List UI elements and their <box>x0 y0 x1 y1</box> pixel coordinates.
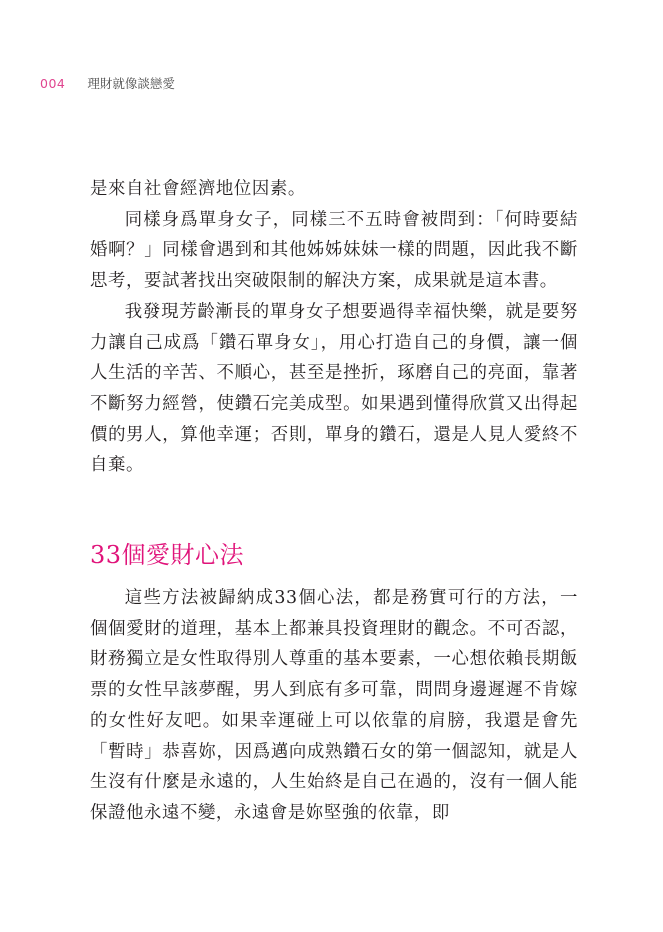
body-text-block-1 <box>90 174 578 481</box>
paragraph: 同樣身爲單身女子，同樣三不五時會被問到：「何時要結婚啊？」同樣會遇到和其他姊姊妹妹一樣的問題，因此我不斷思考，要試著找出突破限制的解決方案，成果就是這本書。 <box>90 209 578 292</box>
paragraph: 這些方法被歸納成33個心法，都是務實可行的方法，一個個愛財的道理，基本上都兼具投資理財的觀念。不可否認，財務獨立是女性取得別人尊重的基本要素，一心想依賴長期飯票的女性早該夢醒，男人到底有多可靠，問問身邊遲遲不肯嫁的女性好友吧。如果幸運碰上可以依靠的肩膀，我還是會先「暫時」恭喜妳，因爲邁向成熟鑽石女的第一個認知，就是人生沒有什麼是永遠的，人生始終是自己在過的，沒有一個人能保證他永遠不變，永遠會是妳堅強的依靠，即 <box>90 588 578 823</box>
page-number: 004 <box>40 75 66 91</box>
paragraph-continuation: 是來自社會經濟地位因素。 <box>90 179 306 199</box>
book-title: 理財就像談戀愛 <box>87 76 175 91</box>
body-text-block-2 <box>90 583 578 829</box>
paragraph: 我發現芳齡漸長的單身女子想要過得幸福快樂，就是要努力讓自己成爲「鑽石單身女」，用心打造自己的身價，讓一個人生活的辛苦、不順心，甚至是挫折，琢磨自己的亮面，靠著不斷努力經營，使鑽石完美成型。如果遇到懂得欣賞又出得起價的男人，算他幸運；否則，單身的鑽石，還是人見人愛終不自棄。 <box>90 301 578 476</box>
running-head <box>40 73 175 93</box>
section-heading: 33個愛財心法 <box>90 540 245 569</box>
